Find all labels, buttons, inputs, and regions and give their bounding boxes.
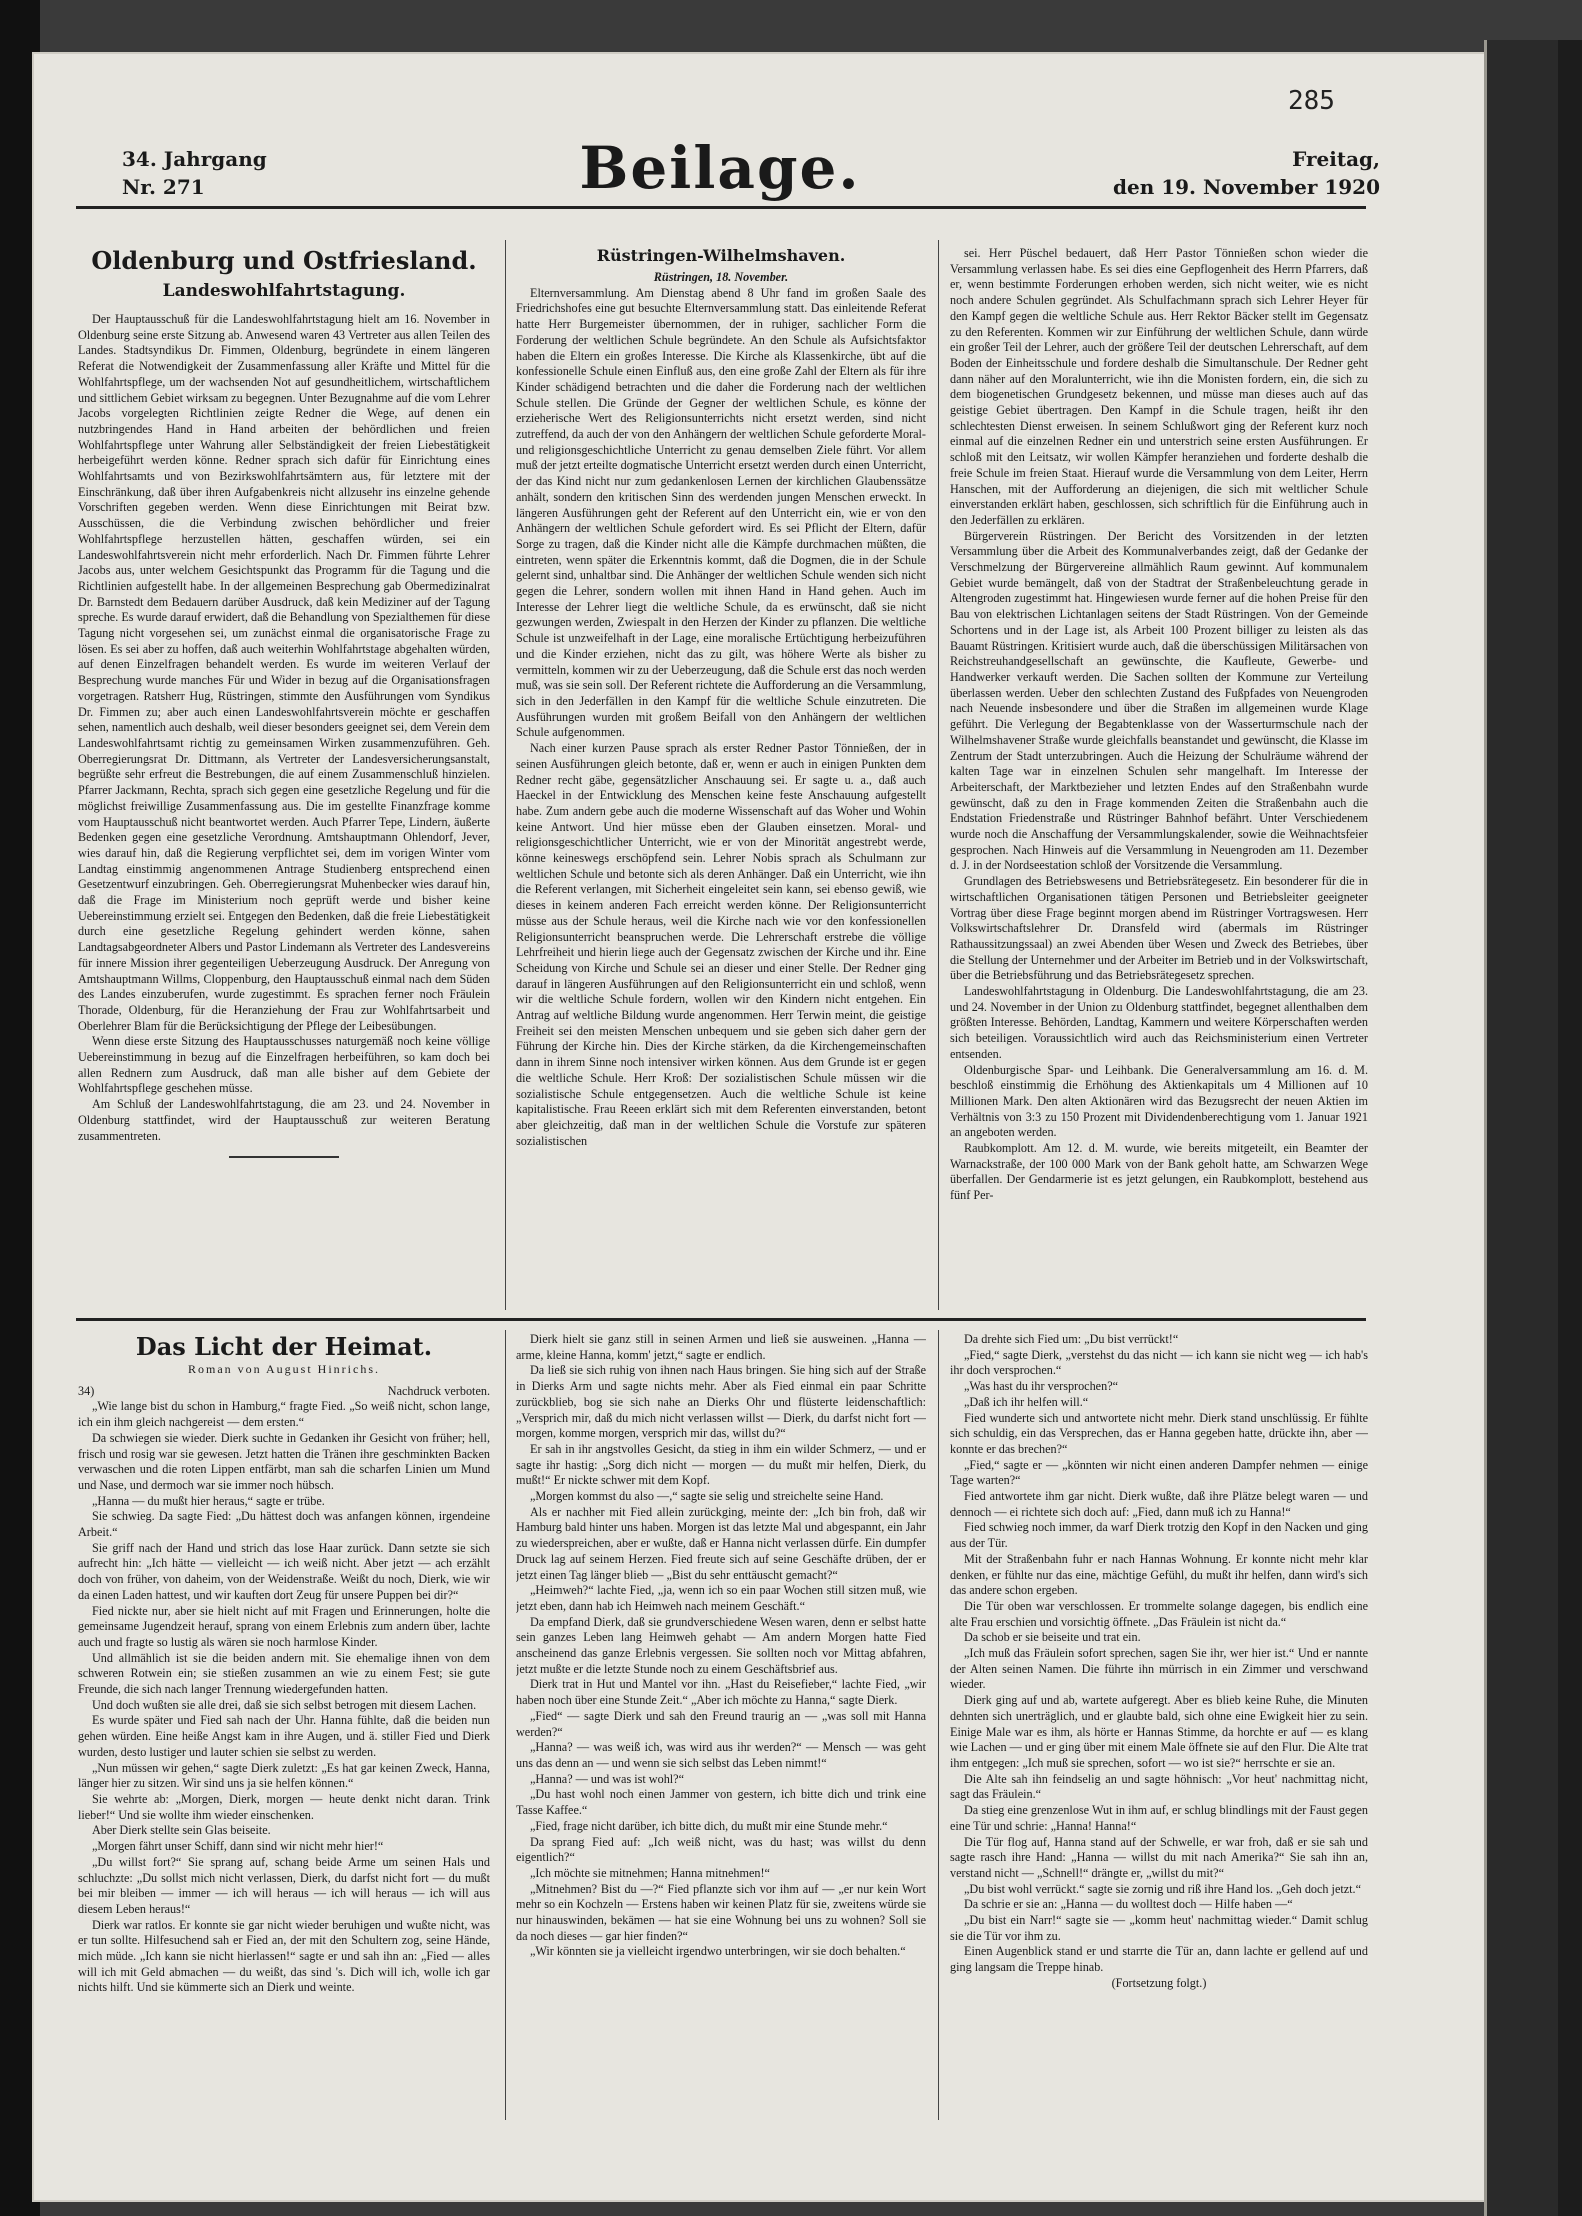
novel-column-1 — [78, 1332, 490, 2118]
novel-paragraph: „Fied,“ sagte er — „könnten wir nicht einen anderen Dampfer nehmen — einige Tage warten?“ — [950, 1457, 1368, 1488]
article-paragraph: Raubkomplott. Am 12. d. M. wurde, wie bereits mitgeteilt, ein Beamter der Warnackstraße, der 100 000 Mark von der Bank geholt hatte, am Schwarzen Wege überfallen. Der Gendarmerie ist es jetzt gelungen, ein Raubkomplott, bestehend aus fünf Per- — [950, 1141, 1368, 1203]
novel-column-2 — [516, 1332, 926, 2118]
novel-column-divider-2 — [938, 1330, 939, 2120]
novel-paragraph: Mit der Straßenbahn fuhr er nach Hannas Wohnung. Er konnte nicht mehr klar denken, er fühlte nur das eine, mächtige Gefühl, du mußt ihr helfen, dann wird's sich das andere schon ergeben. — [950, 1551, 1368, 1598]
novel-paragraph: „Fied“ — sagte Dierk und sah den Freund traurig an — „was soll mit Hanna werden?“ — [516, 1708, 926, 1739]
article-end-rule — [229, 1156, 339, 1158]
novel-paragraph: Dierk trat in Hut und Mantel vor ihn. „Hast du Reisefieber,“ lachte Fied, „wir haben noch über eine Stunde Zeit.“ „Aber ich möchte zu Hanna,“ sagte Dierk. — [516, 1677, 926, 1708]
novel-paragraph: Aber Dierk stellte sein Glas beiseite. — [92, 1823, 271, 1838]
novel-byline: Roman von August Hinrichs. — [188, 1362, 380, 1376]
novel-column-3 — [950, 1332, 1368, 2118]
masthead-title: Beilage. — [579, 134, 861, 202]
novel-paragraph: Da stieg eine grenzenlose Wut in ihm auf, er schlug blindlings mit der Faust gegen eine Tür und schrie: „Hanna! Hanna!“ — [950, 1803, 1368, 1833]
novel-paragraph: „Was hast du ihr versprochen?“ — [964, 1379, 1119, 1394]
novel-paragraph: Sie wehrte ab: „Morgen, Dierk, morgen — heute denkt nicht daran. Trink lieber!“ Und sie wollte ihm wieder einschenken. — [78, 1791, 490, 1822]
novel-paragraph: Sie schwieg. Da sagte Fied: „Du hättest doch was anfangen können, irgendeine Arbeit.“ — [78, 1509, 490, 1540]
article-paragraph: Nach einer kurzen Pause sprach als erster Redner Pastor Tönnießen, der in seinen Ausführungen gleich betonte, daß er, wenn er auch in einigen Punkten dem Redner recht gäbe, gegensätzlicher Anschauung sei. Er sagte u. a., daß auch Haeckel in der Entwicklung des Menschen keine feste Anschauung aufgestellt habe. Zum andern gebe auch die moderne Wissenschaft auf das Woher und Wohin keine Antwort. Und hier müsse eben der Glauben einsetzen. Moral- und religionsgeschichtlicher Unterricht, wie er von der Minorität angestrebt werde, könne keineswegs erschöpfend sein. Lehrer Nobis sprach als Schulmann zur weltlichen Schule und betonte sich als deren Anhänger. Daß ein Unterricht, wie ihn die Referent verlangen, mit Sicherheit eingeleitet sein kann, sei ebenso gewiß, wie dieses in keinem anderen Fach erreicht werden könne. Der Religionsunterricht müsse aus der Schule heraus, weil die Kirche nach wie vor den konfessionellen Religionsunterricht beanspruchen werde. Die Lehrerschaft erstrebe die völlige Lehrfreiheit und hierin liege auch der Gegensatz zwischen der Kirche und ihr. Eine Scheidung von Kirche und Schule sei an dieser und einer Stelle. Der Redner ging darauf in längeren Ausführungen auf den Religionsunterricht ein und schloß, wenn wir die weltliche Schule fordern, wollen wir den Kindern nicht entgehen. Ein Antrag auf weltliche Bildung wurde angenommen. Herr Terwin meint, die geistige Freiheit sei den meisten Menschen unbequem und sie geben sich daher gern der Führung der Kirche hin. Dies der Kirche stärken, da die Kirchengemeinschaften dann in ihrem Sinne noch intensiver wirken können. Aus dem Grunde ist er gegen die weltliche Schule. Herr Kroß: Der sozialistischen Schule müssen wir die sozialistische Schule entgegensetzen. Auch die weltliche Schule ist keine kapitalistische. Frau Reeen erklärt sich mit dem Referenten einverstanden, betont aber gleichzeitig, daß man in der weltlichen Schule die Vorstufe zur späteren sozialistischen — [516, 741, 926, 1148]
article-paragraph: Grundlagen des Betriebswesens und Betriebsrätegesetz. Ein besonderer für die in wirtschaftlichen Organisationen tätigen Personen und Betriebsleiter geeigneter Vortrag über diese Frage beginnt morgen abend im Rüstringer Vortragswesen. Herr Volkswirtschaftslehrer Dr. Dransfeld wird (abermals im Rüstringer Rathaussitzungssaal) an zwei Abenden über Wesen und Zweck des Betriebes, über die Stellung der Unternehmer und der Arbeiter im Betrieb und in der Volkswirtschaft, über die Betriebsführung und das Betriebsrätegesetz sprechen. — [950, 874, 1368, 983]
novel-paragraph: Und allmählich ist sie die beiden andern mit. Sie ehemalige ihnen von dem schweren Rotwein ein; sie stießen zusammen an wie zu einem Fest; sie gute Freunde, die sich nach langer Trennung wiedergefunden hatten. — [78, 1650, 490, 1697]
volume-line: 34. Jahrgang — [122, 147, 267, 171]
novel-paragraph: „Morgen kommst du also —,“ sagte sie selig und streichelte seine Hand. — [530, 1489, 884, 1504]
novel-paragraph: „Heimweh?“ lachte Fied, „ja, wenn ich so ein paar Wochen still sitzen muß, wie jetzt eben, dann hab ich Heimweh nach meinem Geschäft.“ — [516, 1583, 926, 1613]
article-dateline: Rüstringen, 18. November. — [653, 270, 789, 284]
book-binding-edge — [1558, 40, 1582, 2216]
novel-paragraph: „Hanna? — und was ist wohl?“ — [530, 1771, 684, 1786]
novel-paragraph: „Mitnehmen? Bist du —?“ Fied pflanzte sich vor ihm auf — „er nur kein Wort mehr so ein Kochzeln — Erstens haben wir keinen Platz für sie, zweitens würde sie nur hinauswinden, bekämen — hat sie eine Wohnung bei uns zu wohnen? Soll sie da noch dieses — gar hier finden?“ — [516, 1881, 926, 1943]
column-divider-2 — [938, 240, 939, 1310]
book-binding — [1484, 40, 1561, 2216]
novel-paragraph: Und doch wußten sie alle drei, daß sie sich selbst betrogen mit diesem Lachen. — [92, 1697, 477, 1712]
article-ruestringen — [516, 246, 926, 1310]
novel-paragraph: Dierk ging auf und ab, wartete aufgeregt. Aber es blieb keine Ruhe, die Minuten dehnten sich unerträglich, und er glaubte bald, sich ohne eine Ewigkeit hier zu sein. Einige Male war es ihm, als hörte er Hannas Stimme, da horchte er auf — es klang wie Lachen — und er ging über mit einem Male öffnete sie auf den Flur. Die Alte trat ihm entgegen: „Ich muß sie sprechen, sofort — wo ist sie?“ herrschte er sie an. — [950, 1693, 1368, 1770]
article-paragraph: Am Schluß der Landeswohlfahrtstagung, die am 23. und 24. November in Oldenburg stattfindet, wird der Hauptausschuß zur weiteren Beratung zusammentreten. — [78, 1097, 490, 1143]
article-paragraph: Elternversammlung. Am Dienstag abend 8 Uhr fand im großen Saale des Friedrichshofes eine gut besuchte Elternversammlung statt. Das einleitende Referat hatte Herr Burgemeister übernommen, der in ruhiger, sachlicher Form die Forderung der weltlichen Schule begründete. An den Schule als Aufsichtsfaktor haben die Eltern ein großes Interesse. Die Kirche als Klassenkirche, übt auf die konfessionelle Schule einen Einfluß aus, den eine große Zahl der Eltern als für ihre Kinder schädigend betrachten und die daher die Forderung nach der weltlichen Schule stellen. Die Gründe der Gegner der weltlichen Schule, es könne der erzieherische Wert des Religionsunterrichts nicht ersetzt werden, sind nicht zutreffend, da auch der von den Anhängern der weltlichen Schule geforderte Moral- und religionsgeschichtliche Unterricht zu genau demselben Ziele führt. Vor allem muß der jetzt erteilte dogmatische Unterricht ersetzt werden durch einen Unterricht, der das Kind nicht nur zum gedankenlosen Lernen der kirchlichen Glaubenssätze anhält, sondern den kritischen Sinn des werdenden jungen Menschen erweckt. In längeren Ausführungen geht der Referent auf den Unterricht ein, wie er von den Anhängern der weltlichen Schule gefordert wird. Es sei Pflicht der Eltern, dafür Sorge zu tragen, daß die Kinder nicht alle die Kämpfe durchmachen müßten, die eintreten, wenn später die Erkenntnis kommt, daß die Dogmen, die in der Schule gelernt sind, unhaltbar sind. Die Anhänger der weltlichen Schule wenden sich nicht gegen die Lehrer, sondern wollen mit ihnen Hand in Hand gehen. Auch im Interesse der Lehrer liegt die weltliche Schule, da es erwünscht, daß sie nicht gezwungen werden, Zwiespalt in den Herzen der Kinder zu pflanzen. Die weltliche Schule ist unzweifelhaft in der Lage, eine moralische Ertüchtigung herbeizuführen und die Kinder erziehen, nicht das zu gilt, was höhere Werte als bisher zu vermitteln, kommen wir zu der Ueberzeugung, daß die Schule erst das noch werden muß, was sie sein soll. Der Referent richtete die Aufforderung an die Versammlung, sich in den Jederfällen in den Kampf für die weltliche Schule einzutreten. Die Ausführungen wurden mit großem Beifall von den Anhängern der weltlichen Schule aufgenommen. — [516, 285, 926, 740]
masthead-left — [122, 145, 267, 201]
novel-paragraph: „Du hast wohl noch einen Jammer von gestern, ich bitte dich und trink eine Tasse Kaffee.“ — [516, 1787, 926, 1818]
article-oldenburg — [78, 246, 490, 1310]
weekday-line: Freitag, — [1292, 147, 1380, 171]
novel-paragraph: Die Alte sah ihn feindselig an und sagte höhnisch: „Vor heut' nachmittag nicht, sagt das Fräulein.“ — [950, 1771, 1368, 1802]
novel-paragraph: „Daß ich ihr helfen will.“ — [964, 1394, 1089, 1409]
novel-paragraph: Die Tür flog auf, Hanna stand auf der Schwelle, er war froh, daß er sie sah und sagte rasch ihre Hand: „Hanna — willst du mit nach Amerika?“ Sie sah ihn an, verstand nicht — „Schnell!“ drängte er, „willst du mit?“ — [950, 1834, 1368, 1880]
novel-paragraph: Er sah in ihr angstvolles Gesicht, da stieg in ihm ein wilder Schmerz, — und er sagte ihr hastig: „Sorg dich nicht — morgen — du mußt mir helfen, Dierk, du mußt!“ Er nickte schwer mit dem Kopf. — [516, 1441, 926, 1488]
article-paragraph: Bürgerverein Rüstringen. Der Bericht des Vorsitzenden in der letzten Versammlung über die Arbeit des Kommunalverbandes zeigt, daß der Gedanke der Verschmelzung der Bürgervereine allmählich Raum gewinnt. Auf kommunalem Gebiet wurde bemängelt, daß von der Stadtrat der Straßenbeleuchtung gerade in Altengroden zugestimmt hat. Hingewiesen wurde ferner auf die hohen Preise für den Bau von elektrischen Lichtanlagen seitens der Stadt Rüstringen. Von der Gemeinde Schortens und in der Lage ist, als Arbeit 100 Prozent billiger zu leisten als das Bauamt Rüstringen. Kritisiert wurde auch, daß die überschüssigen Militärsachen von Reichstreuhandgesellschaft an gewünschte, die Kaufleute, Gewerbe- und Handwerker verkauft werden. Die Sachen sollten der Kommune zur Verteilung überlassen werden. Ueber den schlechten Zustand des Fußpfades von Neuengroden nach Neuende insbesondere und über die Straßen im allgemeinen wurde Klage geführt. Die Verlegung der Begabtenklasse von der Wasserturmschule nach der Wilhelmshavener Straße wurde gleichfalls beanstandet und gewünscht, die Klasse im Zentrum der Stadt unterzubringen. Auch die Heizung der Schulräume während der kalten Tage war in einzelnen Schulen sehr mangelhaft. Im Interesse der Arbeiterschaft, der Marktbezieher und letzten Endes auf den Straßenbahn wurde gewünscht, daß zu den in Frage kommenden Zeiten die Straßenbahn auch die Endstation Friedenstraße und Rüstringer Bahnhof befährt. Unter Verschiedenem wurde noch die Anschaffung der Versammlungskalender, sowie die Weihnachtsfeier gesprochen. Nach Hinweis auf die Versammlung in Neuengroden am 11. Dezember d. J. in der Nordseestation schloß der Vorsitzende die Versammlung. — [950, 528, 1368, 873]
novel-paragraph: Die Tür oben war verschlossen. Er trommelte solange dagegen, bis endlich eine alte Frau erschien und vorsichtig öffnete. „Das Fräulein ist nicht da.“ — [950, 1598, 1368, 1629]
installment-number: 34) — [78, 1383, 95, 1398]
article-subheading: Landeswohlfahrtstagung. — [162, 281, 406, 301]
novel-paragraph: Da schrie er sie an: „Hanna — du wolltest doch — Hilfe haben —“ — [964, 1897, 1293, 1912]
novel-paragraph: Da schob er sie beiseite und trat ein. — [964, 1630, 1141, 1645]
masthead-right — [1110, 145, 1380, 201]
novel-paragraph: Da drehte sich Fied um: „Du bist verrückt!“ — [964, 1332, 1179, 1346]
article-heading: Rüstringen-Wilhelmshaven. — [596, 246, 846, 265]
novel-meta — [78, 1384, 490, 1400]
novel-paragraph: Da sprang Fied auf: „Ich weiß nicht, was du hast; was willst du denn eigentlich?“ — [516, 1834, 926, 1865]
article-heading: Oldenburg und Ostfriesland. — [91, 246, 477, 275]
article-local-news — [950, 246, 1368, 1310]
novel-paragraph: Fied wunderte sich und antwortete nicht mehr. Dierk stand unschlüssig. Er fühlte sich schuldig, ein das Versprechen, das er Hanna gegeben hatte, drückte ihn, aber — konnte er das brechen?“ — [950, 1410, 1368, 1456]
novel-paragraph: Da schwiegen sie wieder. Dierk suchte in Gedanken ihr Gesicht von früher; hell, frisch und rosig war sie gewesen. Jetzt hatten die Tränen ihre geschminkten Backen verwaschen und die roten Lippen entfärbt, man sah die scharfen Linien um Mund und Nase, und dermoch war sie immer noch hübsch. — [78, 1430, 490, 1492]
novel-paragraph: „Morgen fährt unser Schiff, dann sind wir nicht mehr hier!“ — [92, 1839, 384, 1854]
article-paragraph: Der Hauptausschuß für die Landeswohlfahrtstagung hielt am 16. November in Oldenburg seine erste Sitzung ab. Anwesend waren 43 Vertreter aus allen Teilen des Landes. Stadtsyndikus Dr. Fimmen, Oldenburg, begründete in einem längeren Referat die Notwendigkeit der Zusammenfassung aller Kräfte und Mittel für die Wohlfahrtspflege, um der wachsenden Not auf gesundheitlichem, wirtschaftlichem und sittlichem Gebiet wirksam zu begegnen. Unter Bezugnahme auf die vom Lehrer Jacobs vorgelegten Richtlinien zeigte Redner die Wege, auf denen ein nutzbringendes Hand in Hand arbeiten der behördlichen und freien Wohlfahrtspflege unter Wahrung aller Selbständigkeit der freien Liebestätigkeit herbeigeführt werden könne. Redner sprach sich dafür für Einrichtung eines Wohlfahrtsamts und von Bezirkswohlfahrtsämtern aus, für letztere mit der Einschränkung, daß über ihren Aufgabenkreis nicht allzusehr ins einzelne gehende Vorschriften gegeben werden. Wenn diese Einrichtungen mit Beirat bzw. Ausschüssen, die die Verbindung zwischen behördlicher und freier Wohlfahrtspflege herzustellen hätten, geschaffen würden, sei ein Landeswohlfahrtsverein nicht mehr erforderlich. Nach Dr. Fimmen führte Lehrer Jacobs aus, unter welchem Gesichtspunkt das Programm für die Tagung und die Richtlinien aufgestellt habe. In der allgemeinen Besprechung gab Obermedizinalrat Dr. Barnstedt dem Bedauern darüber Ausdruck, daß kein Mediziner auf der Tagung spreche. Es wurde darauf erwidert, daß die Behandlung von Spezialthemen für diese Tagung nicht vorgesehen sei, um zunächst einmal die organisatorische Frage zu lösen. Es sei aber zu hoffen, daß auch weiterhin Wohlfahrtstage abgehalten würden, auf denen Einzelfragen behandelt werden. Es wurde im weiteren Verlauf der Besprechung wurde manches Für und Wider in bezug auf die Organisationsfragen vorgetragen. Ratsherr Hug, Rüstringen, stimmte den Ausführungen vom Syndikus Dr. Fimmen zu; aber auch einen Landeswohlfahrtsverein möchte er geschaffen sehen, namentlich auch deshalb, weil dieser besonders geeignet sei, dem Verein dem Landeswohlfahrtsamt richtig zu gemeinsamen Wirken zusammenzuführen. Geh. Oberregierungsrat Dr. Dittmann, als Vertreter der Landesversicherungsanstalt, begrüßte sehr erfreut die Bestrebungen, die auf einem Zusammenschluß hinzielen. Pfarrer Jackmann, Rechta, sprach sich gegen eine gesetzliche Regelung und für die möglichst freiwillige Zusammenfassung aus. Die im gestellte Finanzfrage komme vom Hauptausschuß nicht beantwortet werden. Auch Pfarrer Tepe, Lindern, äußerte Bedenken gegen eine gesetzliche Verordnung. Amtshauptmann Ohlendorf, Jever, wies darauf hin, daß die Regierung verpflichtet sei, dem im vorigen Winter vom Landtag einstimmig angenommenen Antrage Studienberg entsprechend einen Gesetzentwurf einzubringen. Geh. Oberregierungsrat Muhenbecker wies darauf hin, daß die Frage im Ministerium noch geprüft werde und bisher keine Uebereinstimmung erzielt sei. Entgegen den Bedenken, daß die freie Liebestätigkeit durch eine gesetzliche Regelung gehindert werden könne, sahen Landtagsabgeordneter Albers und Pastor Lindemann als Vertreter des Landesvereins für innere Mission ihrer gegenteiligen Ueberzeugung Ausdruck. Der Anregung von Amtshauptmann Willms, Cloppenburg, den Hauptausschuß einmal nach dem Süden des Landes einzuberufen, wurde zugestimmt. Es sprachen ferner noch Fräulein Thorade, Oldenburg, für die Heranziehung der Frau zur Wohlfahrtsarbeit und Oberlehrer Blam für die Berücksichtigung der Pflege der Leibesübungen. — [78, 312, 490, 1033]
date-line: den 19. November 1920 — [1113, 175, 1380, 199]
novel-paragraph: Da ließ sie sich ruhig von ihnen nach Haus bringen. Sie hing sich auf der Straße in Dierks Arm und sagte nichts mehr. Aber als Fied einmal ein paar Schritte zurückblieb, bog sie sich nahe an Dierks Ohr und flüsterte leidenschaftlich: „Versprich mir, daß du mich nicht verlassen willst — Dierk, du darfst nicht fort — morgen, komme morgen, versprich mir das, willst du?“ — [516, 1363, 926, 1441]
novel-column-divider-1 — [505, 1330, 506, 2120]
novel-paragraph: „Wie lange bist du schon in Hamburg,“ fragte Fied. „So weiß nicht, schon lange, ich ein ihm gleich nachgereist — dem ersten.“ — [78, 1399, 490, 1430]
issue-line: Nr. 271 — [122, 175, 205, 199]
novel-paragraph: „Du bist ein Narr!“ sagte sie — „komm heut' nachmittag wieder.“ Damit schlug sie die Tür vor ihm zu. — [950, 1913, 1368, 1943]
novel-paragraph: „Du willst fort?“ Sie sprang auf, schang beide Arme um seinen Hals und schluchzte: „Du sollst mich nicht verlassen, Dierk, du darfst nicht fort — du mußt bei mir bleiben — immer — ich will heraus — ich will heraus — ich will aus diesem Leben heraus!“ — [78, 1854, 490, 1916]
section-rule — [76, 1318, 1366, 1321]
novel-paragraph: Als er nachher mit Fied allein zurückging, meinte der: „Ich bin froh, daß wir Hamburg bald hinter uns haben. Morgen ist das letzte Mal und abgespannt, ein Jahr zu wiederspreichen, aber er wußte, daß er Hanna nicht verlassen dürfe. Ein dumpfer Druck lag auf seinem Herzen. Fied freute sich auf seine Geschäfte drüben, der er jetzt einen Tag länger blieb — „Bist du sehr enttäuscht gemacht?“ — [516, 1504, 926, 1582]
novel-paragraph: Sie griff nach der Hand und strich das lose Haar zurück. Dann setzte sie sich aufrecht hin: „Ich hätte — vielleicht — ich weiß nicht. Aber jetzt — ach erzählt doch von früher, von daheim, von der Weidenstraße. Weißt du noch, Dierk, wie wir da einen Laden hattest, und wir kauften dort Zeug für unsere Puppen bei dir?“ — [78, 1540, 490, 1602]
novel-paragraph: Einen Augenblick stand er und starrte die Tür an, dann lachte er gellend auf und ging langsam die Treppe hinab. — [950, 1944, 1368, 1975]
novel-paragraph: „Fied,“ sagte Dierk, „verstehst du das nicht — ich kann sie nicht weg — ich hab's ihr doch versprochen.“ — [950, 1347, 1368, 1378]
novel-paragraph: „Wir könnten sie ja vielleicht irgendwo unterbringen, wir sie doch behalten.“ — [530, 1944, 906, 1959]
article-paragraph: Landeswohlfahrtstagung in Oldenburg. Die Landeswohlfahrtstagung, die am 23. und 24. November in der Union zu Oldenburg stattfindet, begegnet allenthalben dem größten Interesse. Behörden, Landtag, Kammern und weitere Körperschaften werden sich beteiligen. Voraussichtlich wird auch das Reichsministerium einen Vertreter entsenden. — [950, 984, 1368, 1061]
article-paragraph: Oldenburgische Spar- und Leihbank. Die Generalversammlung am 16. d. M. beschloß einstimmig die Erhöhung des Aktienkapitals um 4 Millionen auf 10 Millionen Mark. Den alten Aktionären wird das Bezugsrecht der neuen Aktien im Verhältnis von 3:3 zu 150 Prozent mit Dividendenberechtigung vom 1. Januar 1921 an angeboten werden. — [950, 1062, 1368, 1140]
novel-paragraph: „Fied, frage nicht darüber, ich bitte dich, du mußt mir eine Stunde mehr.“ — [530, 1818, 888, 1833]
novel-paragraph: „Hanna? — was weiß ich, was wird aus ihr werden?“ — Mensch — was geht uns das denn an — und wenn sie sich selbst das Leben nimmt!“ — [516, 1740, 926, 1770]
novel-paragraph: Dierk war ratlos. Er konnte sie gar nicht wieder beruhigen und wußte nicht, was er tun sollte. Hilfesuchend sah er Fied an, der mit den Schultern zog, seine Hände, mich müde. „Ich kann sie nicht hierlassen!“ sagte er und sah ihn an: „Fied — alles will ich mit Geld abmachen — du weißt, das sind 's. Dich will ich, wolle ich gar nichts hilft. Und sie kümmerte sich an Dierk und weinte. — [78, 1917, 490, 1995]
column-divider-1 — [505, 240, 506, 1310]
novel-paragraph: Da empfand Dierk, daß sie grundverschiedene Wesen waren, denn er selbst hatte sein ganzes Leben lang Heimweh gehabt — Am andern Morgen hatte Fied anscheinend das ganze Erlebnis vergessen. Sie sollten noch vor Mittag abfahren, jetzt mußte er die letzte Stunde noch zu einem Geschäftsbrief aus. — [516, 1614, 926, 1676]
novel-paragraph: Fied nickte nur, aber sie hielt nicht auf mit Fragen und Erinnerungen, holte die gemeinsame Jugendzeit herauf, sprang von einem Erlebnis zum andern über, lachte auch und fragte so lustig als wären sie noch harmlose Kinder. — [78, 1603, 490, 1649]
reprint-notice: Nachdruck verboten. — [387, 1383, 490, 1398]
novel-paragraph: Es wurde später und Fied sah nach der Uhr. Hanna fühlte, daß die beiden nun gehen würden. Eine heiße Angst kam in ihre Augen, und ä. stiller Fied und Dierk wurden, desto lustiger und lauter schien sie selbst zu werden. — [78, 1713, 490, 1759]
continuation-notice: (Fortsetzung folgt.) — [1111, 1975, 1207, 1990]
novel-paragraph: „Hanna — du mußt hier heraus,“ sagte er trübe. — [92, 1493, 325, 1508]
article-paragraph: Wenn diese erste Sitzung des Hauptausschusses naturgemäß noch keine völlige Uebereinstimmung in bezug auf die Einzelfragen herbeiführen, so kam doch bei allen Rednern zum Ausdruck, daß man alle bisher auf dem Gebiete der Wohlfahrtspflege geschehen müsse. — [78, 1034, 490, 1096]
novel-paragraph: „Du bist wohl verrückt.“ sagte sie zornig und riß ihre Hand los. „Geh doch jetzt.“ — [964, 1881, 1361, 1896]
novel-paragraph: „Ich muß das Fräulein sofort sprechen, sagen Sie ihr, wer hier ist.“ Und er nannte der Alten seinen Namen. Die führte ihn mürrisch in ein Zimmer und verschwand wieder. — [950, 1646, 1368, 1692]
page-number: 285 — [1288, 86, 1335, 116]
novel-paragraph: „Ich möchte sie mitnehmen; Hanna mitnehmen!“ — [530, 1865, 770, 1880]
article-paragraph: sei. Herr Püschel bedauert, daß Herr Pastor Tönnießen schon wieder die Versammlung verlassen habe. Es sei dies eine Gepflogenheit des Herrn Pfarrers, daß er, wenn bestimmte Forderungen erhoben werden, sich nicht weiter, wie es nicht noch andere Schulen gegründet. Als Schulfachmann sprach sich Lehrer Heyer für den Kampf gegen die weltliche Schule aus. Herr Rektor Bäcker stellt im Gegensatz zu den Referenten. Kommen wir zur Einführung der weltlichen Schule, dann würde ein großer Teil der Lehrer, auch der größere Teil der deutschen Lehrerschaft, auf dem Boden der Einheitsschule und fordere deshalb die Simultanschule. Der Redner geht dann näher auf den Moralunterricht, wie ihn die Monisten fordern, ein, die sich zu dem biogenetischen Grundgesetz bekennen, und müsse man dieses auch auf das geistige Gebiet übertragen. Den Kampf in die Schule tragen, heißt ihr den schlechtesten Dienst erweisen. In seinem Schlußwort ging der Referent kurz noch einmal auf die einzelnen Redner ein und unterstrich seine ersten Ausführungen. Er schloß mit den Leitsatz, wir wollen Kämpfer heranziehen und forderte deshalb die freie Schule im freien Staat. Hierauf wurde die Versammlung von dem Leiter, Herrn Hanschen, mit der Aufforderung an diejenigen, die sich mit weltlicher Schule einverstanden erklärt haben, geschlossen, sich schriftlich für die Einführung auch in den Jederfällen zu erklären. — [950, 246, 1368, 527]
novel-paragraph: „Nun müssen wir gehen,“ sagte Dierk zuletzt: „Es hat gar keinen Zweck, Hanna, länger hier zu sitzen. Wir sind uns ja sie helfen können.“ — [78, 1760, 490, 1791]
novel-title: Das Licht der Heimat. — [135, 1332, 433, 1361]
novel-paragraph: Dierk hielt sie ganz still in seinen Armen und ließ sie ausweinen. „Hanna — arme, kleine Hanna, komm' jetzt,“ sagte er endlich. — [516, 1332, 926, 1362]
novel-paragraph: Fied schwieg noch immer, da warf Dierk trotzig den Kopf in den Nacken und ging aus der Tür. — [950, 1520, 1368, 1551]
masthead-rule — [76, 206, 1366, 209]
novel-paragraph: Fied antwortete ihm gar nicht. Dierk wußte, daß ihre Plätze belegt waren — und dennoch — ei richtete sich doch auf: „Fied, dann muß ich zu Hanna!“ — [950, 1489, 1368, 1519]
